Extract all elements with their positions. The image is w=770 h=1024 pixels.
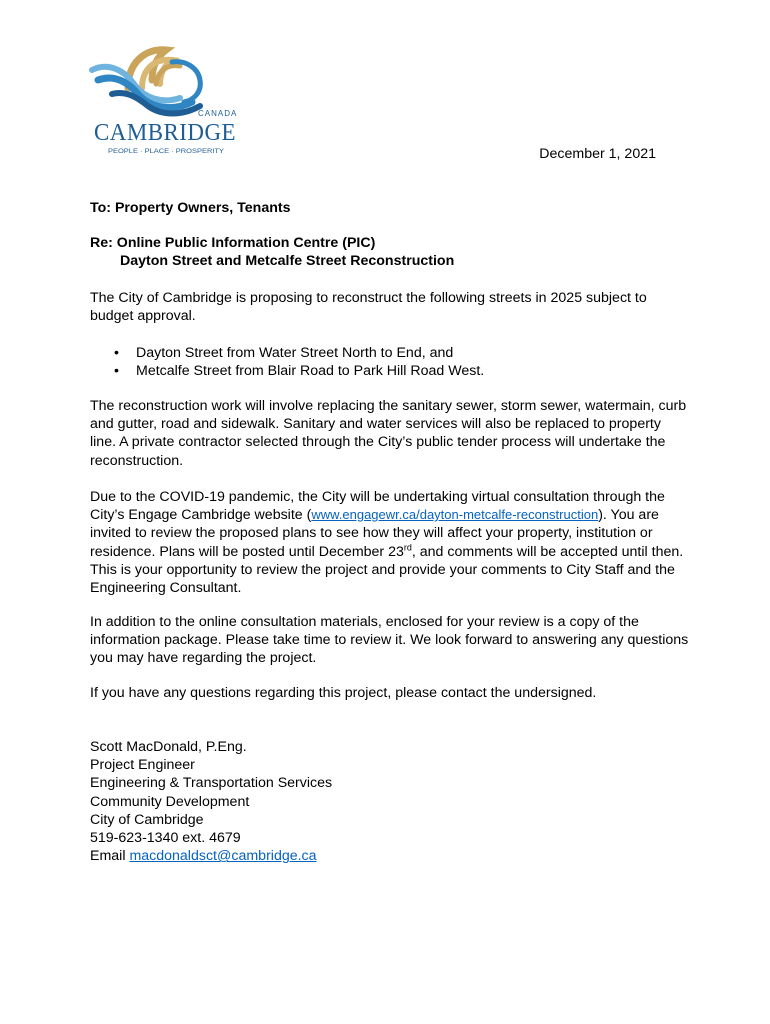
package-paragraph: In addition to the online consultation materials, enclosed for your review is a copy of the information package. Please take time to review it. We look forward to answering any questions you may have regarding the project. <box>90 614 689 667</box>
contact-paragraph: If you have any questions regarding this project, please contact the undersigned. <box>90 685 597 701</box>
cambridge-wave-emblem-icon <box>88 40 248 160</box>
letter-subject <box>90 234 690 270</box>
engage-website-link[interactable]: www.engagewr.ca/dayton-metcalfe-reconstruction <box>311 507 599 523</box>
signer-organization: City of Cambridge <box>90 811 204 828</box>
signer-name: Scott MacDonald, P.Eng. <box>90 739 247 755</box>
covid-text-part1: Due to the COVID-19 pandemic, the City will be undertaking virtual consultation through the City’s Engage Cambridge website ( <box>90 489 665 524</box>
bullet-icon: • <box>114 363 119 380</box>
cambridge-logo <box>88 40 248 160</box>
list-item <box>90 344 690 362</box>
covid-text-part2: ). You are invited to review the proposed plans to see how they will affect your property, institution or residence. Plans will be posted until December 23 <box>90 507 659 560</box>
signer-phone: 519-623-1340 ext. 4679 <box>90 830 241 847</box>
work-paragraph: The reconstruction work will involve replacing the sanitary sewer, storm sewer, watermain, curb and gutter, road and sidewalk. Sanitary and water services will also be replaced to property line. A private contractor selected through the City’s public tender process will undertake the reconstruction. <box>90 398 687 469</box>
street-list <box>90 344 690 380</box>
email-link[interactable]: macdonaldsct@cambridge.ca <box>129 848 317 865</box>
subject-line-1: Re: Online Public Information Centre (PIC) <box>90 235 376 251</box>
intro-paragraph: The City of Cambridge is proposing to reconstruct the following streets in 2025 subject to budget approval. <box>90 290 647 325</box>
ordinal-suffix: rd <box>403 541 412 552</box>
signature-block <box>90 738 690 865</box>
letter-date: December 1, 2021 <box>539 146 656 162</box>
email-label: Email <box>90 848 126 865</box>
signer-email-line <box>90 847 690 865</box>
letter-recipients: To: Property Owners, Tenants <box>90 200 291 216</box>
logo-name-text: CAMBRIDGE <box>94 120 236 146</box>
signer-division: Community Development <box>90 793 250 810</box>
logo-country-text: CANADA <box>198 109 238 118</box>
covid-paragraph <box>90 488 690 597</box>
list-item-text: Metcalfe Street from Blair Road to Park Hill Road West. <box>136 363 485 380</box>
signer-department: Engineering & Transportation Services <box>90 775 333 792</box>
logo-tagline-text: PEOPLE · PLACE · PROSPERITY <box>108 148 225 155</box>
list-item-text: Dayton Street from Water Street North to End, and <box>136 345 454 361</box>
subject-line-2: Dayton Street and Metcalfe Street Reconstruction <box>120 253 455 270</box>
list-item <box>90 362 690 380</box>
covid-text-part3: , and comments will be accepted until then. This is your opportunity to review the project and provide your comments to City Staff and the Engineering Consultant. <box>90 543 684 597</box>
bullet-icon: • <box>114 345 119 361</box>
signer-title: Project Engineer <box>90 757 195 774</box>
